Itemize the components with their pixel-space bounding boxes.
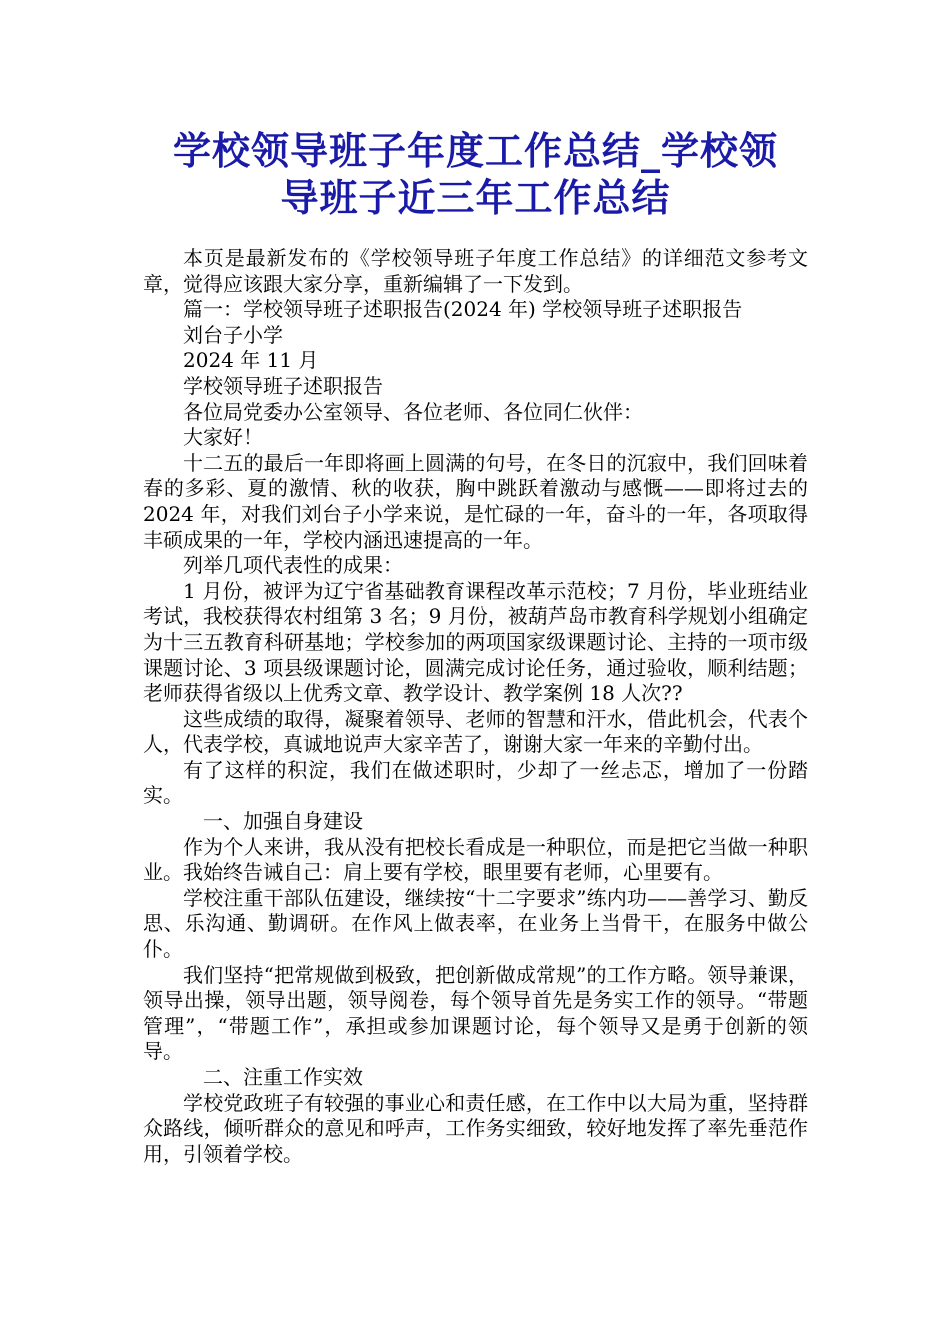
section-heading-1: 一、加强自身建设 [203, 809, 363, 834]
document-page [143, 0, 808, 1167]
chapter-heading: 篇一：学校领导班子述职报告(2024 年) 学校领导班子述职报告 [183, 297, 743, 322]
document-title [143, 128, 808, 222]
document-body [143, 246, 808, 1167]
report-title: 学校领导班子述职报告 [183, 373, 383, 398]
report-date: 2024 年 11 月 [183, 348, 319, 373]
paragraph: 有了这样的积淀，我们在做述职时，少却了一丝忐忑，增加了一份踏实。 [143, 757, 808, 808]
paragraph: 列举几项代表性的成果： [183, 553, 403, 578]
section-heading-2: 二、注重工作实效 [203, 1065, 363, 1089]
title-line-1: 学校领导班子年度工作总结_学校领 [172, 129, 778, 173]
paragraph: 学校注重干部队伍建设，继续按“十二字要求”练内功——善学习、勤反思、乐沟通、勤调研。在作风上做表率，在业务上当骨干，在服务中做公仆。 [143, 885, 808, 962]
paragraph: 作为个人来讲，我从没有把校长看成是一种职位，而是把它当做一种职业。我始终告诫自己：肩上要有学校，眼里要有老师，心里要有。 [143, 834, 808, 885]
achievements-paragraph: 1 月份，被评为辽宁省基础教育课程改革示范校；7 月份，毕业班结业考试，我校获得农村组第 3 名；9 月份，被葫芦岛市教育科学规划小组确定为十三五教育科研基地；学校参加的两项国家级课题讨论、主持的一项市级课题讨论、3 项县级课题讨论，圆满完成讨论任务，通过验收，顺利结题；老师获得省级以上优秀文章、教学设计、教学案例 18 人次?? [143, 578, 808, 706]
salutation: 各位局党委办公室领导、各位老师、各位同仁伙伴： [183, 399, 643, 424]
title-line-2: 导班子近三年工作总结 [280, 176, 671, 220]
intro-paragraph: 本页是最新发布的《学校领导班子年度工作总结》的详细范文参考文章，觉得应该跟大家分享，重新编辑了一下发到。 [143, 246, 808, 296]
greeting: 大家好！ [183, 425, 263, 450]
paragraph: 十二五的最后一年即将画上圆满的句号，在冬日的沉寂中，我们回味着春的多彩、夏的激情、秋的收获，胸中跳跃着激动与感慨——即将过去的 2024 年，对我们刘台子小学来说，是忙碌的一年，奋斗的一年，各项取得丰硕成果的一年，学校内涵迅速提高的一年。 [143, 450, 808, 552]
paragraph: 这些成绩的取得，凝聚着领导、老师的智慧和汗水，借此机会，代表个人，代表学校，真诚地说声大家辛苦了，谢谢大家一年来的辛勤付出。 [143, 706, 808, 757]
school-name: 刘台子小学 [183, 322, 283, 347]
paragraph: 学校党政班子有较强的事业心和责任感，在工作中以大局为重，坚持群众路线，倾听群众的意见和呼声，工作务实细致，较好地发挥了率先垂范作用，引领着学校。 [143, 1090, 808, 1166]
paragraph: 我们坚持“把常规做到极致，把创新做成常规”的工作方略。领导兼课，领导出操，领导出题，领导阅卷，每个领导首先是务实工作的领导。“带题管理”，“带题工作”，承担或参加课题讨论，每个领导又是勇于创新的领导。 [143, 962, 808, 1064]
